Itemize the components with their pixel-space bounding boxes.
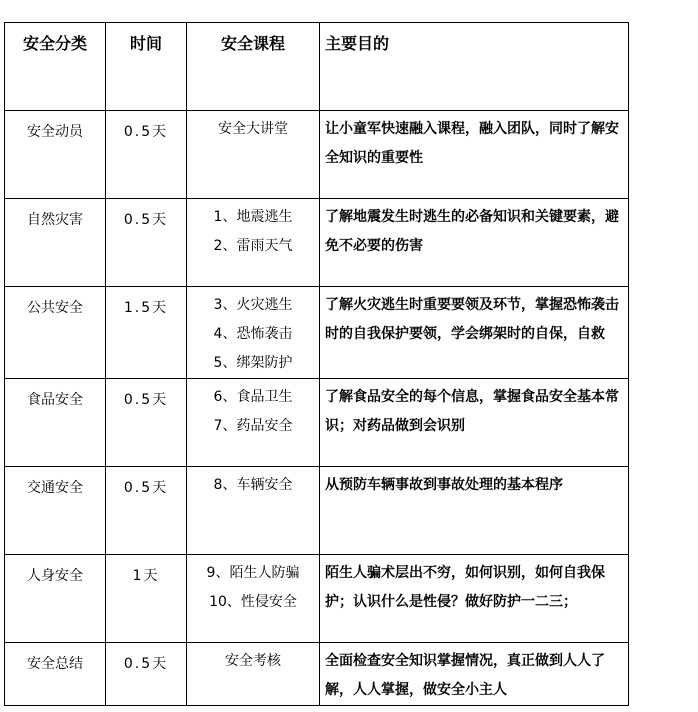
course-cell: [187, 467, 320, 555]
category-cell: 公共安全: [5, 287, 106, 379]
course-item: 5、绑架防护: [213, 355, 293, 371]
header-course: 安全课程: [187, 23, 320, 111]
header-goal: 主要目的: [320, 23, 629, 111]
category-cell: 交通安全: [5, 467, 106, 555]
course-item: 安全考核: [225, 653, 281, 669]
table-row: [5, 199, 629, 287]
course-item: 6、食品卫生: [213, 389, 293, 405]
course-cell: [187, 111, 320, 199]
course-item: 8、车辆安全: [213, 477, 293, 493]
time-cell: 0.5天: [106, 379, 187, 467]
header-time: 时间: [106, 23, 187, 111]
course-cell: [187, 287, 320, 379]
course-item: 4、恐怖袭击: [213, 326, 293, 342]
table-row: [5, 643, 629, 706]
category-cell: 食品安全: [5, 379, 106, 467]
goal-cell: 了解地震发生时逃生的必备知识和关键要素，避免不必要的伤害: [320, 199, 629, 287]
table-row: [5, 287, 629, 379]
course-cell: [187, 643, 320, 706]
time-cell: 1天: [106, 555, 187, 643]
safety-course-table: [4, 22, 629, 706]
table-row: [5, 555, 629, 643]
course-item: 3、火灾逃生: [213, 297, 293, 313]
table-row: [5, 379, 629, 467]
course-cell: [187, 199, 320, 287]
time-cell: 0.5天: [106, 643, 187, 706]
goal-cell: 了解食品安全的每个信息，掌握食品安全基本常识；对药品做到会识别: [320, 379, 629, 467]
category-cell: 自然灾害: [5, 199, 106, 287]
goal-cell: 全面检查安全知识掌握情况，真正做到人人了解，人人掌握，做安全小主人: [320, 643, 629, 706]
goal-cell: 从预防车辆事故到事故处理的基本程序: [320, 467, 629, 555]
course-item: 2、雷雨天气: [213, 238, 293, 254]
table-header-row: [5, 23, 629, 111]
header-category: 安全分类: [5, 23, 106, 111]
category-cell: 安全总结: [5, 643, 106, 706]
course-item: 10、性侵安全: [209, 594, 297, 610]
goal-cell: 了解火灾逃生时重要要领及环节，掌握恐怖袭击时的自我保护要领，学会绑架时的自保，自救: [320, 287, 629, 379]
course-item: 9、陌生人防骗: [206, 565, 300, 581]
category-cell: 安全动员: [5, 111, 106, 199]
time-cell: 0.5天: [106, 199, 187, 287]
course-item: 7、药品安全: [213, 418, 293, 434]
course-item: 1、地震逃生: [213, 209, 293, 225]
time-cell: 0.5天: [106, 467, 187, 555]
table-row: [5, 111, 629, 199]
goal-cell: 让小童军快速融入课程，融入团队，同时了解安全知识的重要性: [320, 111, 629, 199]
course-item: 安全大讲堂: [218, 121, 288, 137]
table-row: [5, 467, 629, 555]
course-cell: [187, 379, 320, 467]
course-cell: [187, 555, 320, 643]
time-cell: 0.5天: [106, 111, 187, 199]
goal-cell: 陌生人骗术层出不穷，如何识别，如何自我保护；认识什么是性侵？做好防护一二三；: [320, 555, 629, 643]
category-cell: 人身安全: [5, 555, 106, 643]
time-cell: 1.5天: [106, 287, 187, 379]
